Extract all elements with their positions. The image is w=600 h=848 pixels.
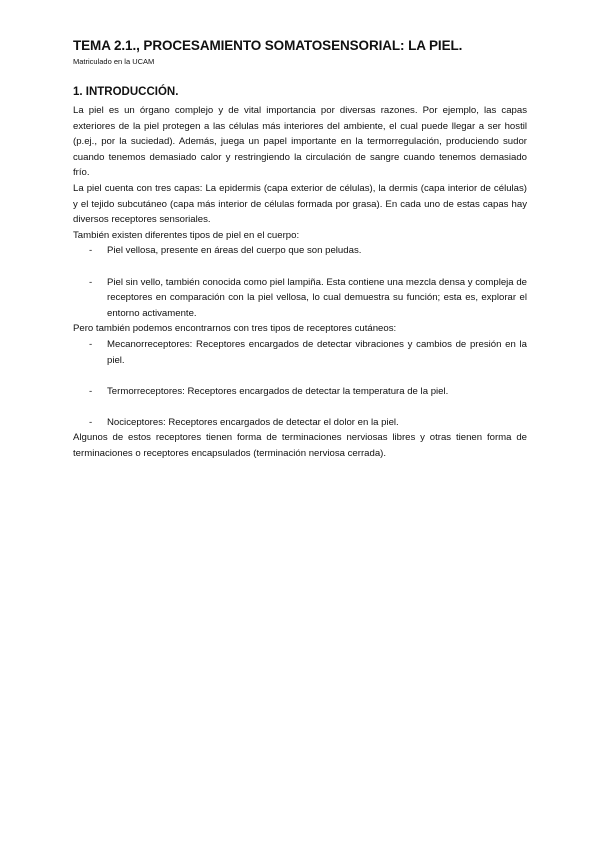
document-page (73, 38, 527, 462)
list-item-text: Termorreceptores: Receptores encargados de detectar la temperatura de la piel. (107, 385, 449, 397)
dash-bullet: - (89, 276, 93, 288)
paragraph-receptors-intro: Pero también podemos encontrarnos con tres tipos de receptores cutáneos: (73, 323, 397, 335)
section-heading-introduction: 1. INTRODUCCIÓN. (73, 86, 179, 98)
skin-types-list (73, 243, 527, 321)
document-subtitle: Matriculado en la UCAM (73, 57, 155, 66)
paragraph-closing: Algunos de estos receptores tienen forma de terminaciones nerviosas libres y otras tienen forma de terminaciones o receptores encapsulados (terminación nerviosa cerrada). (73, 432, 527, 460)
dash-bullet: - (89, 245, 93, 257)
paragraph-skin-layers: La piel cuenta con tres capas: La epidermis (capa exterior de células), la dermis (capa interior de células) y el tejido subcutáneo (capa más interior de células formada por grasa). En cada uno de estas capas hay diversos receptores sensoriales. (73, 182, 527, 226)
receptors-list (73, 337, 527, 431)
list-item (73, 384, 527, 400)
document-title: TEMA 2.1., PROCESAMIENTO SOMATOSENSORIAL: LA PIEL. (73, 38, 463, 53)
list-item-text: Piel vellosa, presente en áreas del cuerpo que son peludas. (107, 245, 362, 257)
dash-bullet: - (89, 338, 93, 350)
list-item-text: Piel sin vello, también conocida como piel lampiña. Esta contiene una mezcla densa y compleja de receptores en comparación con la piel vellosa, lo cual demuestra su función; esta es, explorar el entorno activamente. (107, 276, 527, 319)
list-item-text: Mecanorreceptores: Receptores encargados de detectar vibraciones y cambios de presión en la piel. (107, 338, 527, 366)
list-item-text: Nociceptores: Receptores encargados de detectar el dolor en la piel. (107, 416, 399, 428)
dash-bullet: - (89, 385, 93, 397)
list-item (73, 275, 527, 322)
list-item (73, 243, 527, 259)
dash-bullet: - (89, 416, 93, 428)
paragraph-skin-types-intro: También existen diferentes tipos de piel en el cuerpo: (73, 229, 300, 241)
list-item (73, 415, 527, 431)
list-item (73, 337, 527, 368)
paragraph-skin-importance: La piel es un órgano complejo y de vital importancia por diversas razones. Por ejemplo, las capas exteriores de la piel protegen a las células más interiores del ambiente, el cual puede llegar a ser hostil (p.ej., por la suciedad). Además, juega un papel importante en la termorregulación, produciendo sudor cuando tenemos demasiado calor y restringiendo la circulación de sangre cuando tenemos demasiado frío. (73, 105, 527, 179)
